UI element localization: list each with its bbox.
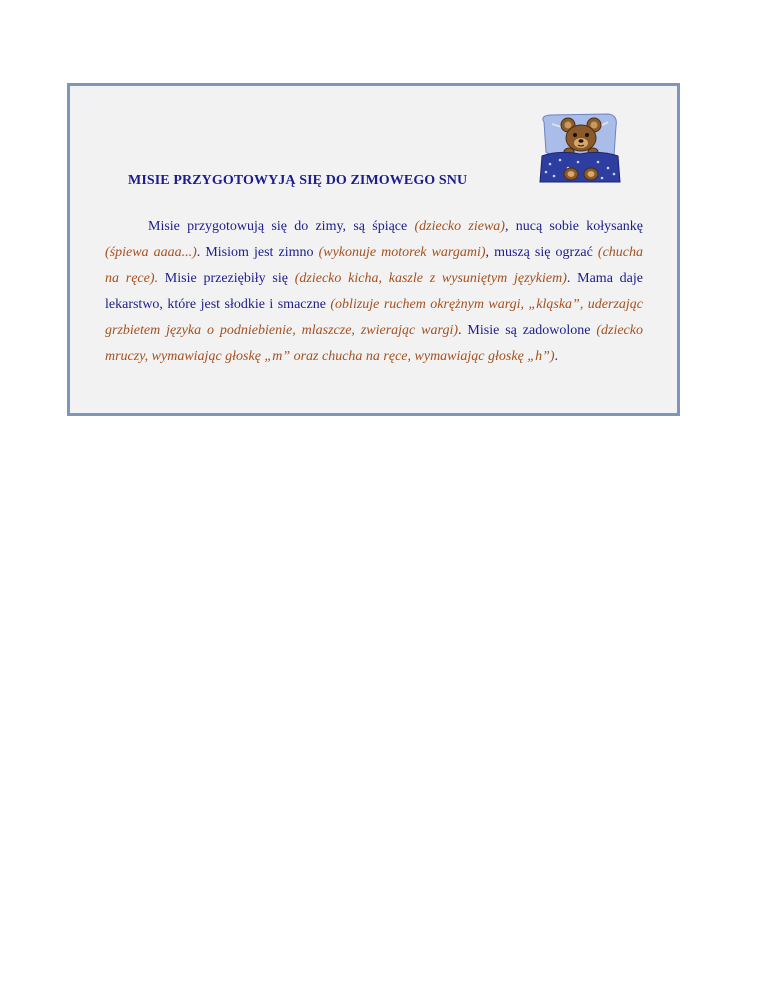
- action-instruction: (dziecko ziewa): [414, 219, 505, 234]
- action-instruction: (wykonuje motorek wargami): [318, 245, 486, 260]
- sleeping-teddy-bear-icon: [538, 112, 622, 184]
- action-instruction: (śpiewa aaaa...): [105, 245, 197, 260]
- story-title: MISIE PRZYGOTOWYJĄ SIĘ DO ZIMOWEGO SNU: [128, 173, 468, 188]
- narrative-text: . Misiom jest zimno: [196, 245, 319, 260]
- narrative-text: , muszą się ogrzać: [485, 245, 598, 260]
- action-instruction: (dziecko kicha, kaszle z wysuniętym językiem): [294, 271, 567, 286]
- action-instruction: (dziecko mruczy, wymawiając głoskę „m” oraz chucha na ręce, wymawiając głoskę „h”): [105, 323, 643, 364]
- action-instruction: (chucha na ręce).: [105, 245, 643, 286]
- story-paragraph: [105, 214, 643, 370]
- narrative-text: , nucą sobie kołysankę: [504, 219, 644, 234]
- narrative-text: . Misie są zadowolone: [458, 323, 597, 338]
- action-instruction: (oblizuje ruchem okrężnym wargi, „kląska”, uderzając grzbietem języka o podniebienie, mlaszcze, zwierając wargi): [105, 297, 643, 338]
- narrative-text: Misie przygotowują się do zimy, są śpiące: [148, 219, 415, 234]
- narrative-text: Misie przeziębiły się: [158, 271, 295, 286]
- narrative-text: . Mama daje lekarstwo, które jest słodkie i smaczne: [105, 271, 643, 312]
- narrative-text: .: [554, 349, 559, 364]
